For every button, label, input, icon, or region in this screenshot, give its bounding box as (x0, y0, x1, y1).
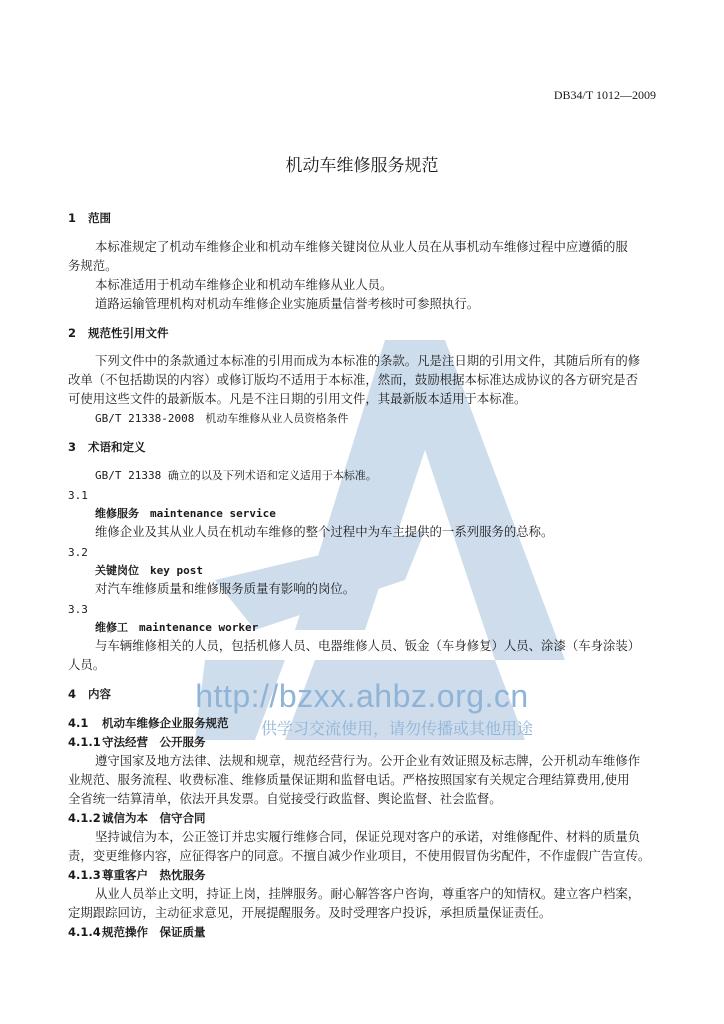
paragraph: 责，变更维修内容，应征得客户的同意。不擅自减少作业项目，不使用假冒伪劣配件，不作虚假广告宣传。 (68, 848, 651, 863)
clause-number: 4.1.2 (68, 811, 101, 825)
paragraph: 全省统一结算清单，依法开具发票。自觉接受行政监督、舆论监督、社会监督。 (68, 791, 502, 806)
section-number: 3 (68, 440, 77, 454)
paragraph: 可使用这些文件的最新版本。凡是不注日期的引用文件，其最新版本适用于本标准。 (68, 391, 527, 406)
paragraph: 遵守国家及地方法律、法规和规章，规范经营行为。公开企业有效证照及标志牌，公开机动车维修作 (95, 753, 641, 768)
paragraph: 改单（不包括勘误的内容）或修订版均不适用于本标准，然而，鼓励根据本标准达成协议的各方研究是否 (68, 372, 638, 387)
paragraph: 业规范、服务流程、收费标准、维修质量保证期和监督电话。严格按照国家有关规定合理结算费用,使用 (68, 772, 630, 787)
paragraph: 道路运输管理机构对机动车维修企业实施质量信誉考核时可参照执行。 (95, 296, 480, 311)
clause-number: 4.1.4 (68, 925, 101, 939)
subsection-title: 机动车维修企业服务规范 (102, 716, 229, 730)
section-number: 4 (68, 687, 77, 701)
clause-title: 规范操作 保证质量 (102, 925, 206, 939)
section-number: 1 (68, 211, 77, 225)
term-number: 3.3 (68, 603, 88, 616)
clause-heading (68, 923, 206, 941)
term-number: 3.2 (68, 546, 88, 559)
paragraph: 坚持诚信为本，公正签订并忠实履行维修合同，保证兑现对客户的承诺，对维修配件、材料的质量负 (95, 829, 641, 844)
term-definition: 人员。 (68, 657, 106, 672)
clause-title: 守法经营 公开服务 (102, 735, 206, 749)
reference-item: GB/T 21338-2008 机动车维修从业人员资格条件 (95, 412, 349, 425)
term-title: 维修工 maintenance worker (95, 621, 259, 634)
section-3-heading (68, 438, 146, 456)
section-1-heading (68, 209, 111, 227)
term-title: 关键岗位 key post (95, 564, 203, 577)
clause-heading (68, 809, 206, 827)
watermark-url: http://bzxx.ahbz.org.cn (195, 678, 529, 714)
paragraph: 下列文件中的条款通过本标准的引用而成为本标准的条款。凡是注日期的引用文件，其随后所有的修 (95, 353, 641, 368)
term-definition: 与车辆维修相关的人员，包括机修人员、电器维修人员、钣金（车身修复）人员、涂漆（车身涂装） (95, 638, 641, 653)
section-2-heading (68, 324, 169, 342)
subsection-number: 4.1 (68, 716, 89, 730)
paragraph: 本标准规定了机动车维修企业和机动车维修关键岗位从业人员在从事机动车维修过程中应遵循的服 (95, 239, 628, 254)
section-title: 规范性引用文件 (88, 326, 169, 340)
page-title: 机动车维修服务规范 (285, 156, 439, 176)
clause-number: 4.1.3 (68, 868, 101, 882)
term-number: 3.1 (68, 489, 88, 502)
paragraph: GB/T 21338 确立的以及下列术语和定义适用于本标准。 (95, 469, 377, 482)
watermark-note: 供学习交流使用，请勿传播或其他用途 (260, 719, 533, 738)
clause-number: 4.1.1 (68, 735, 101, 749)
paragraph: 务规范。 (68, 258, 118, 273)
paragraph: 从业人员举止文明，持证上岗，挂牌服务。耐心解答客户咨询，尊重客户的知情权。建立客户档案， (95, 886, 641, 901)
clause-title: 诚信为本 信守合同 (102, 811, 206, 825)
term-title: 维修服务 maintenance service (95, 507, 276, 520)
section-number: 2 (68, 326, 77, 340)
standard-code: DB34/T 1012—2009 (553, 88, 656, 102)
clause-heading (68, 866, 206, 884)
section-title: 范围 (88, 211, 111, 225)
paragraph: 定期跟踪回访，主动征求意见，开展提醒服务。及时受理客户投诉，承担质量保证责任。 (68, 905, 552, 920)
section-title: 术语和定义 (88, 440, 146, 454)
term-definition: 维修企业及其从业人员在机动车维修的整个过程中为车主提供的一系列服务的总称。 (95, 524, 554, 539)
paragraph: 本标准适用于机动车维修企业和机动车维修从业人员。 (95, 277, 393, 292)
section-title: 内容 (88, 687, 111, 701)
clause-title: 尊重客户 热忱服务 (102, 868, 206, 882)
term-definition: 对汽车维修质量和维修服务质量有影响的岗位。 (95, 581, 356, 596)
